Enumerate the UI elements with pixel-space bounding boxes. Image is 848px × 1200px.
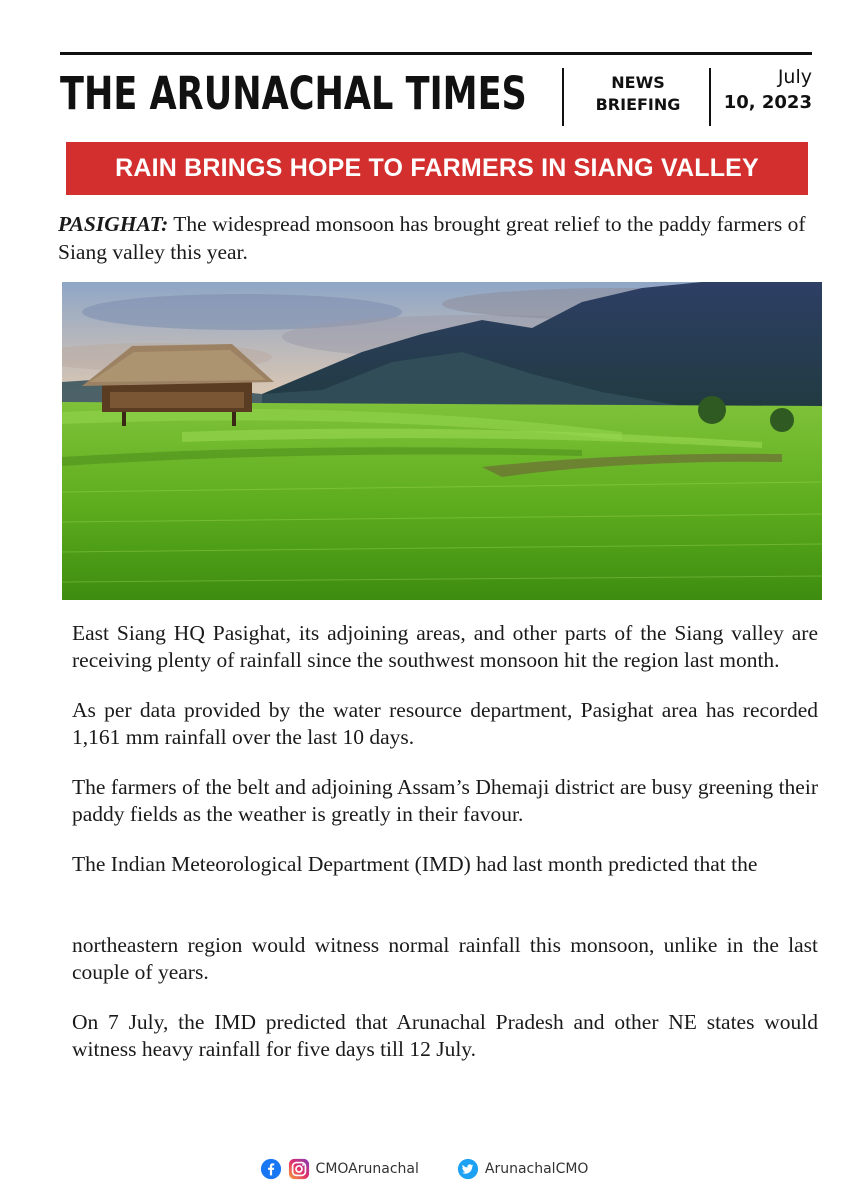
lead-paragraph <box>58 210 818 266</box>
section-label-line2: BRIEFING <box>595 95 681 114</box>
facebook-instagram-handle[interactable]: CMOArunachal <box>315 1161 419 1177</box>
dateline: PASIGHAT: <box>58 212 169 236</box>
twitter-handle[interactable]: ArunachalCMO <box>484 1161 589 1177</box>
body-paragraph: The farmers of the belt and adjoining Assam’s Dhemaji district are busy greening their paddy fields as the weather is greatly in their favour. <box>72 775 818 826</box>
issue-date-day-year: 10, 2023 <box>723 92 812 113</box>
section-label <box>578 72 698 116</box>
body-paragraph: East Siang HQ Pasighat, its adjoining areas, and other parts of the Siang valley are receiving plenty of rainfall since the southwest monsoon hit the region last month. <box>72 621 818 672</box>
paper-name: THE ARUNACHAL TIMES <box>60 67 527 120</box>
masthead <box>60 62 812 132</box>
headline: RAIN BRINGS HOPE TO FARMERS IN SIANG VALLEY <box>115 154 759 182</box>
instagram-icon[interactable] <box>288 1158 310 1180</box>
facebook-icon[interactable] <box>260 1158 282 1180</box>
body-paragraph: northeastern region would witness normal rainfall this monsoon, unlike in the last couple of years. <box>72 933 818 984</box>
body-paragraph: The Indian Meteorological Department (IMD) had last month predicted that the <box>72 852 758 876</box>
issue-date-month: July <box>777 66 812 88</box>
lead-text: The widespread monsoon has brought great relief to the paddy farmers of Siang valley this year. <box>58 212 806 264</box>
social-footer <box>0 1154 848 1184</box>
masthead-divider <box>562 68 564 126</box>
body-paragraph: As per data provided by the water resource department, Pasighat area has recorded 1,161 mm rainfall over the last 10 days. <box>72 698 818 749</box>
body-paragraph: On 7 July, the IMD predicted that Arunachal Pradesh and other NE states would witness heavy rainfall for five days till 12 July. <box>72 1010 818 1061</box>
masthead-divider <box>709 68 711 126</box>
issue-date <box>722 64 812 116</box>
twitter-icon[interactable] <box>457 1158 479 1180</box>
paddy-field-photo <box>62 282 822 600</box>
social-group-fb-ig <box>260 1158 419 1180</box>
section-label-line1: NEWS <box>611 73 665 92</box>
headline-banner <box>66 142 808 195</box>
article-body <box>72 620 818 1086</box>
top-rule <box>60 52 812 55</box>
social-group-twitter <box>457 1158 589 1180</box>
